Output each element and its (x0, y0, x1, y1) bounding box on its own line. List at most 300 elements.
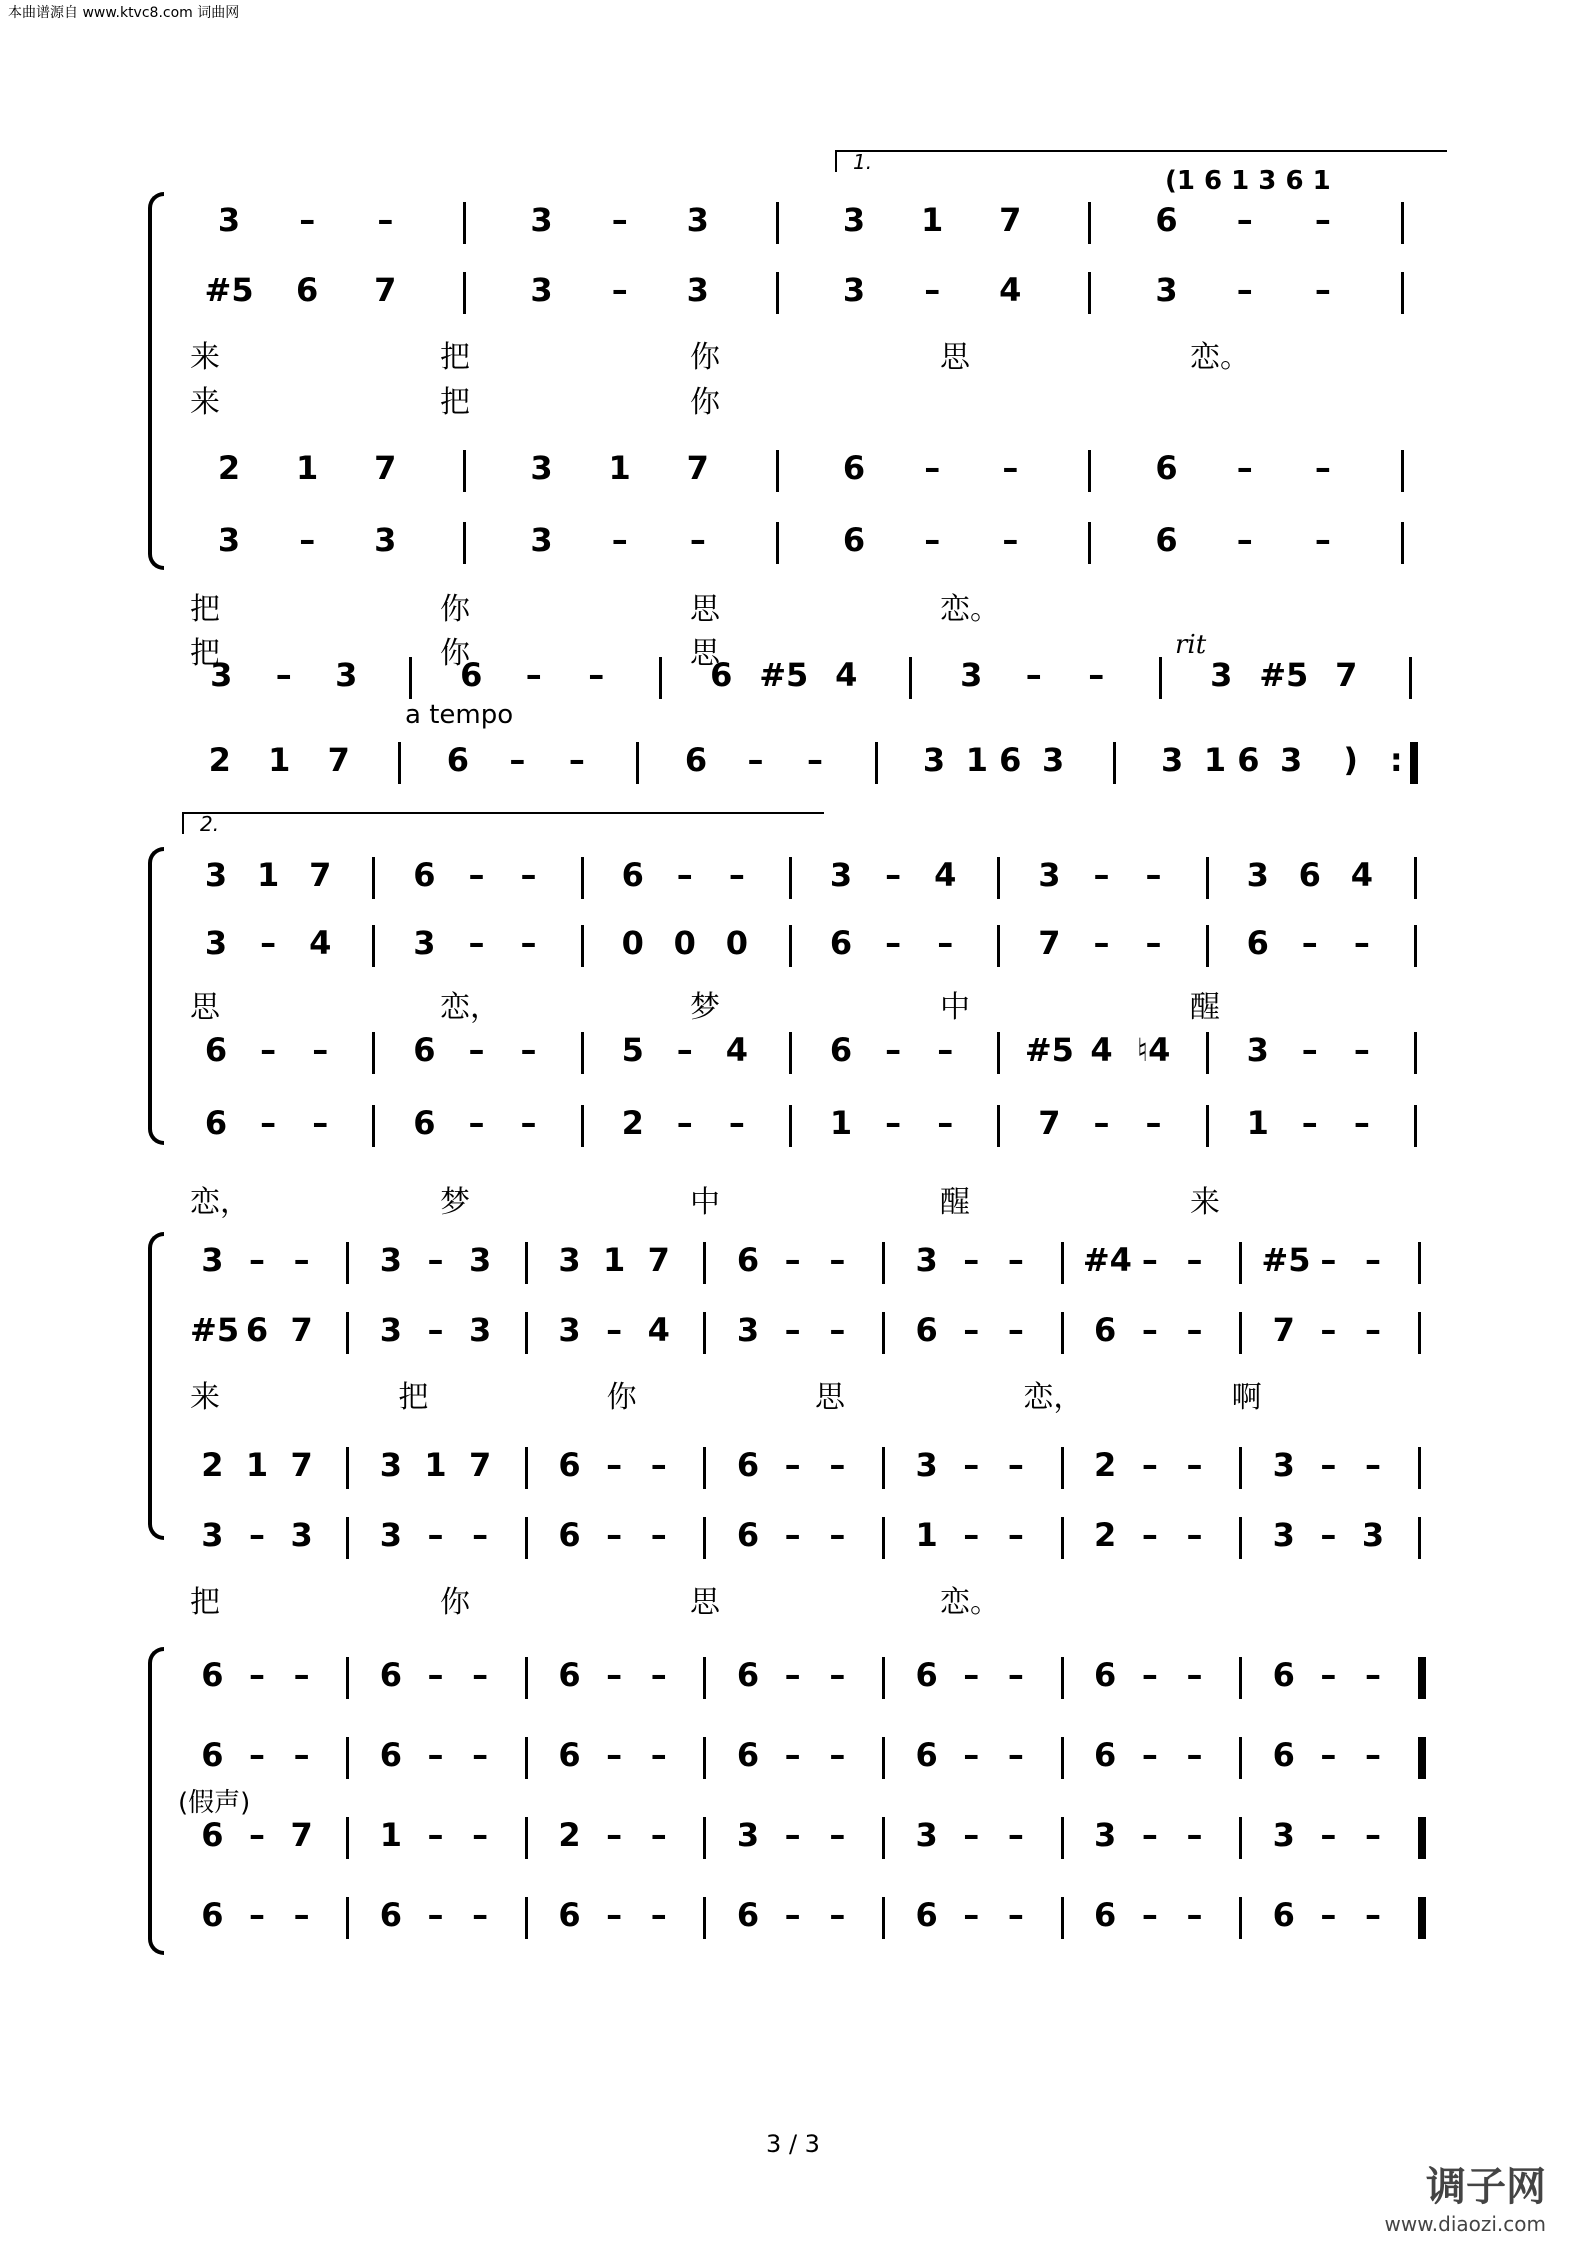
lyric-syllable: 思 (815, 1380, 845, 1415)
note: – (1007, 1736, 1024, 1774)
note: 6 (1298, 856, 1321, 894)
lyric-syllable: 把 (190, 636, 220, 671)
note: 7 (686, 449, 709, 487)
note: – (937, 1104, 954, 1142)
bar-line (1239, 1657, 1242, 1699)
note: – (509, 741, 526, 779)
note: 2 (1094, 1516, 1117, 1554)
bar-line (882, 1517, 885, 1559)
bar-line (875, 742, 878, 784)
note: 6 (915, 1656, 938, 1694)
lyrics-row (190, 990, 1440, 1026)
bar-line (1239, 1242, 1242, 1284)
note: – (1007, 1311, 1024, 1349)
note: 6 (413, 1104, 436, 1142)
note: – (1301, 1031, 1318, 1069)
note: 3 (201, 1516, 224, 1554)
notation-row (190, 1103, 1440, 1143)
note: – (806, 741, 823, 779)
note: 2 (1094, 1446, 1117, 1484)
note: – (784, 1816, 801, 1854)
bar-line (1401, 522, 1404, 564)
note: 7 (327, 741, 350, 779)
note: – (1365, 1241, 1382, 1279)
note: – (963, 1311, 980, 1349)
note: – (1365, 1311, 1382, 1349)
note: 3 (686, 271, 709, 309)
note: – (606, 1816, 623, 1854)
bar-line (789, 925, 792, 967)
bar-line (1061, 1897, 1064, 1939)
note: 3 (469, 1311, 492, 1349)
notation-row (190, 1030, 1440, 1070)
note: – (293, 1896, 310, 1934)
note: – (1236, 521, 1253, 559)
bar-line (525, 1897, 528, 1939)
note: 3 (1246, 1031, 1269, 1069)
note: 1 (608, 449, 631, 487)
note: 4 (647, 1311, 670, 1349)
note: – (377, 201, 394, 239)
note: – (829, 1311, 846, 1349)
bar-line (1088, 522, 1091, 564)
note: – (520, 856, 537, 894)
note: – (472, 1896, 489, 1934)
note: – (1236, 271, 1253, 309)
note: – (520, 1104, 537, 1142)
note: 3 (922, 741, 946, 779)
note: – (427, 1241, 444, 1279)
notation-row (190, 1240, 1440, 1280)
intro-mark: (1 6 1 3 6 1 (1165, 166, 1331, 196)
note: – (1301, 1104, 1318, 1142)
note: – (650, 1896, 667, 1934)
note: – (1320, 1896, 1337, 1934)
note: 3 (204, 856, 228, 894)
note: – (689, 521, 706, 559)
lyrics-row (190, 340, 1440, 376)
note: – (829, 1241, 846, 1279)
lyric-syllable: 来 (190, 1380, 220, 1415)
note: – (728, 1104, 745, 1142)
note: – (1320, 1736, 1337, 1774)
note: 6 (1094, 1311, 1117, 1349)
note: 3 (413, 924, 436, 962)
lyrics-row (190, 385, 1440, 421)
page-number: 3 / 3 (766, 2130, 820, 2158)
note: – (1186, 1241, 1203, 1279)
bar-line (525, 1817, 528, 1859)
note: 3 (842, 201, 866, 239)
bar-line (997, 1032, 1000, 1074)
note: – (248, 1896, 265, 1934)
note: 6 (1094, 1656, 1117, 1694)
note: – (829, 1736, 846, 1774)
note: – (1145, 924, 1162, 962)
note: – (1002, 521, 1019, 559)
note: 6 (736, 1896, 760, 1934)
bar-line (463, 202, 466, 244)
bar-line (659, 657, 662, 699)
bar-line (1061, 1657, 1064, 1699)
note: 3 (217, 521, 241, 559)
bar-line (703, 1312, 706, 1354)
note: – (1301, 924, 1318, 962)
note: – (260, 924, 277, 962)
lyric-syllable: 把 (440, 385, 470, 420)
note: – (885, 924, 902, 962)
note: – (829, 1516, 846, 1554)
note: 6 (1246, 924, 1269, 962)
bar-line (997, 1105, 1000, 1147)
note: – (1093, 924, 1110, 962)
bar-line (776, 450, 779, 492)
bar-line (1414, 1032, 1417, 1074)
note: 3 (1361, 1516, 1385, 1554)
bar-line (1409, 657, 1412, 699)
bar-line (1061, 1447, 1064, 1489)
notation-row (190, 855, 1440, 895)
note: 0 (621, 924, 644, 962)
note: 6 (558, 1656, 581, 1694)
note: 3 (530, 201, 553, 239)
lyric-syllable: 啊 (1231, 1380, 1262, 1415)
note: #5 (759, 656, 809, 694)
bar-line (581, 857, 584, 899)
note: 7 (290, 1311, 313, 1349)
note: – (1186, 1446, 1203, 1484)
note: 7 (1038, 1104, 1061, 1142)
note: – (427, 1656, 444, 1694)
note: – (611, 201, 628, 239)
ending-1-label: 1. (853, 150, 873, 174)
note: 6 (296, 271, 319, 309)
bar-line (703, 1242, 706, 1284)
bar-line (525, 1312, 528, 1354)
note: 6 (710, 656, 733, 694)
lyric-syllable: 把 (190, 1585, 220, 1620)
note: 6 (558, 1516, 581, 1554)
final-bar-line (1418, 1817, 1426, 1859)
note: – (728, 856, 745, 894)
lyric-syllable: 思 (690, 592, 720, 627)
notation-row (190, 655, 1440, 695)
lyric-syllable: 恋， (1023, 1380, 1084, 1415)
lyric-syllable: 恋。 (940, 592, 1000, 627)
bar-line (1061, 1517, 1064, 1559)
note: 6 (1155, 201, 1178, 239)
note: 3 (530, 521, 553, 559)
bar-line (372, 857, 375, 899)
note: 1 (602, 1241, 626, 1279)
lyric-syllable: 思 (940, 340, 970, 375)
note: – (1314, 201, 1331, 239)
note: – (248, 1656, 265, 1694)
note: – (520, 1031, 537, 1069)
note: – (1007, 1516, 1024, 1554)
note: 3 (335, 656, 358, 694)
note: – (937, 924, 954, 962)
note: – (784, 1311, 801, 1349)
note: – (829, 1446, 846, 1484)
note: – (784, 1241, 801, 1279)
note: – (924, 271, 941, 309)
note: – (650, 1656, 667, 1694)
note: 6 (1272, 1656, 1295, 1694)
note: ) (1343, 741, 1358, 779)
bar-line (463, 272, 466, 314)
bar-line (1239, 1817, 1242, 1859)
note: 6 (558, 1446, 581, 1484)
notation-row (190, 1815, 1440, 1855)
note: 1 (829, 1104, 853, 1142)
note: – (293, 1736, 310, 1774)
note: – (1186, 1736, 1203, 1774)
note: 1 (296, 449, 319, 487)
note: 3 (290, 1516, 313, 1554)
note: – (248, 1736, 265, 1774)
note: – (1141, 1311, 1158, 1349)
note: 3 (1041, 741, 1065, 779)
note: – (963, 1656, 980, 1694)
note: – (1093, 856, 1110, 894)
bar-line (346, 1517, 349, 1559)
note: – (1141, 1241, 1158, 1279)
note: – (963, 1816, 980, 1854)
note: #5 (1024, 1031, 1074, 1069)
note: 3 (201, 1241, 224, 1279)
note: 3 (686, 201, 709, 239)
note: – (525, 656, 542, 694)
note: – (829, 1816, 846, 1854)
note: 6 (413, 1031, 436, 1069)
bar-line (703, 1447, 706, 1489)
note: – (1365, 1896, 1382, 1934)
note: 3 (558, 1241, 581, 1279)
note: – (676, 1104, 693, 1142)
final-bar-line (1418, 1657, 1426, 1699)
note: – (963, 1516, 980, 1554)
lyric-syllable: 中 (690, 1185, 720, 1220)
ending-2-bracket (182, 812, 824, 834)
note: 6 (201, 1656, 224, 1694)
notation-row (190, 923, 1440, 963)
note: – (468, 856, 485, 894)
note: 3 (1094, 1816, 1117, 1854)
note: – (248, 1241, 265, 1279)
note: – (937, 1031, 954, 1069)
note: 7 (374, 449, 397, 487)
notation-row (190, 520, 1440, 560)
note: – (248, 1516, 265, 1554)
system-brace (148, 192, 164, 570)
note: 4 (835, 656, 858, 694)
note: 7 (374, 271, 397, 309)
note: – (963, 1241, 980, 1279)
note: 6 (1272, 1736, 1295, 1774)
note: 3 (204, 924, 228, 962)
bar-line (882, 1657, 885, 1699)
falsetto-mark: (假声) (178, 1788, 251, 1818)
lyric-syllable: 思 (690, 636, 720, 671)
note: 6 (379, 1656, 403, 1694)
bar-line (1239, 1517, 1242, 1559)
notation-row (190, 1655, 1440, 1695)
note: – (1007, 1896, 1024, 1934)
note: 6 (558, 1896, 581, 1934)
bar-line (1061, 1242, 1064, 1284)
note: – (1186, 1896, 1203, 1934)
note: – (1141, 1736, 1158, 1774)
note: – (1353, 1104, 1370, 1142)
lyric-syllable: 恋， (440, 990, 500, 1025)
note: 6 (842, 449, 866, 487)
note: – (1353, 1031, 1370, 1069)
note: – (1353, 924, 1370, 962)
note: – (1141, 1896, 1158, 1934)
lyric-syllable: 来 (190, 385, 220, 420)
note: – (472, 1656, 489, 1694)
note: – (1320, 1241, 1337, 1279)
note: 4 (725, 1031, 748, 1069)
note: – (568, 741, 585, 779)
note: – (1141, 1446, 1158, 1484)
note: – (1320, 1656, 1337, 1694)
note: – (260, 1031, 277, 1069)
note: 1 (921, 201, 944, 239)
note: 6 (736, 1446, 760, 1484)
note: – (312, 1104, 329, 1142)
note: – (1007, 1816, 1024, 1854)
bar-line (581, 1032, 584, 1074)
bar-line (525, 1242, 528, 1284)
bar-line (1206, 925, 1209, 967)
note: 1 (1246, 1104, 1269, 1142)
note: – (650, 1816, 667, 1854)
note: 3 (1272, 1446, 1295, 1484)
note: 3 (1246, 856, 1269, 894)
note: 3 (1210, 656, 1233, 694)
bar-line (776, 272, 779, 314)
note: – (427, 1516, 444, 1554)
note: – (829, 1656, 846, 1694)
note: 1 (268, 741, 291, 779)
bar-line (1061, 1312, 1064, 1354)
bar-line (1239, 1737, 1242, 1779)
note: 3 (915, 1816, 938, 1854)
lyric-syllable: 你 (606, 1380, 637, 1415)
note: 3 (1280, 741, 1303, 779)
note: 6 (1155, 449, 1178, 487)
note: – (1314, 271, 1331, 309)
bar-line (703, 1897, 706, 1939)
bar-line (372, 1032, 375, 1074)
notation-row (190, 448, 1440, 488)
note: – (1320, 1816, 1337, 1854)
lyric-syllable: 思 (690, 1585, 720, 1620)
note: – (520, 924, 537, 962)
lyric-syllable: 你 (440, 592, 470, 627)
note: – (299, 521, 316, 559)
bar-line (346, 1312, 349, 1354)
note: 6 (1094, 1736, 1117, 1774)
note: – (676, 1031, 693, 1069)
bar-line (909, 657, 912, 699)
note: #5 (204, 271, 254, 309)
lyric-syllable: 把 (398, 1380, 429, 1415)
lyric-syllable: 恋。 (940, 1585, 1000, 1620)
bar-line (1401, 450, 1404, 492)
bar-line (409, 657, 412, 699)
lyric-syllable: 梦 (440, 1185, 470, 1220)
bar-line (1418, 1517, 1421, 1559)
note: 0 (725, 924, 748, 962)
note: 6 (245, 1311, 269, 1349)
note: – (1145, 856, 1162, 894)
bar-line (346, 1897, 349, 1939)
note: – (588, 656, 605, 694)
note: 3 (379, 1446, 403, 1484)
note: – (784, 1896, 801, 1934)
note: 6 (201, 1896, 224, 1934)
note: – (650, 1516, 667, 1554)
note: – (885, 1104, 902, 1142)
bar-line (525, 1517, 528, 1559)
bar-line (1401, 202, 1404, 244)
note: – (606, 1656, 623, 1694)
bar-line (703, 1517, 706, 1559)
note: 3 (558, 1311, 581, 1349)
note: – (312, 1031, 329, 1069)
note: – (606, 1736, 623, 1774)
note: – (650, 1736, 667, 1774)
lyric-syllable: 把 (190, 592, 220, 627)
bar-line (1401, 272, 1404, 314)
bar-line (1113, 742, 1116, 784)
lyric-syllable: 你 (440, 1585, 470, 1620)
note: ♮4 (1136, 1031, 1171, 1069)
bar-line (703, 1737, 706, 1779)
note: 2 (621, 1104, 644, 1142)
note: 1 (256, 856, 280, 894)
bar-line (882, 1737, 885, 1779)
note: – (1025, 656, 1042, 694)
note: – (924, 449, 941, 487)
note: – (924, 521, 941, 559)
note: 3 (217, 201, 241, 239)
note: – (427, 1311, 444, 1349)
note: – (784, 1736, 801, 1774)
note: 3 (1272, 1516, 1295, 1554)
note: – (275, 656, 292, 694)
note: – (1088, 656, 1105, 694)
system-brace (148, 847, 164, 1145)
note: – (299, 201, 316, 239)
note: 2 (208, 741, 231, 779)
note: 6 (736, 1656, 760, 1694)
bar-line (525, 1657, 528, 1699)
note: – (472, 1736, 489, 1774)
note: 6 (829, 924, 853, 962)
bar-line (346, 1817, 349, 1859)
note: 6 (558, 1736, 581, 1774)
bar-line (789, 1105, 792, 1147)
lyric-syllable: 你 (690, 385, 720, 420)
note: 3 (530, 271, 553, 309)
logo-name: 调子网 (1426, 2164, 1546, 2210)
note: – (611, 521, 628, 559)
bar-line (346, 1447, 349, 1489)
